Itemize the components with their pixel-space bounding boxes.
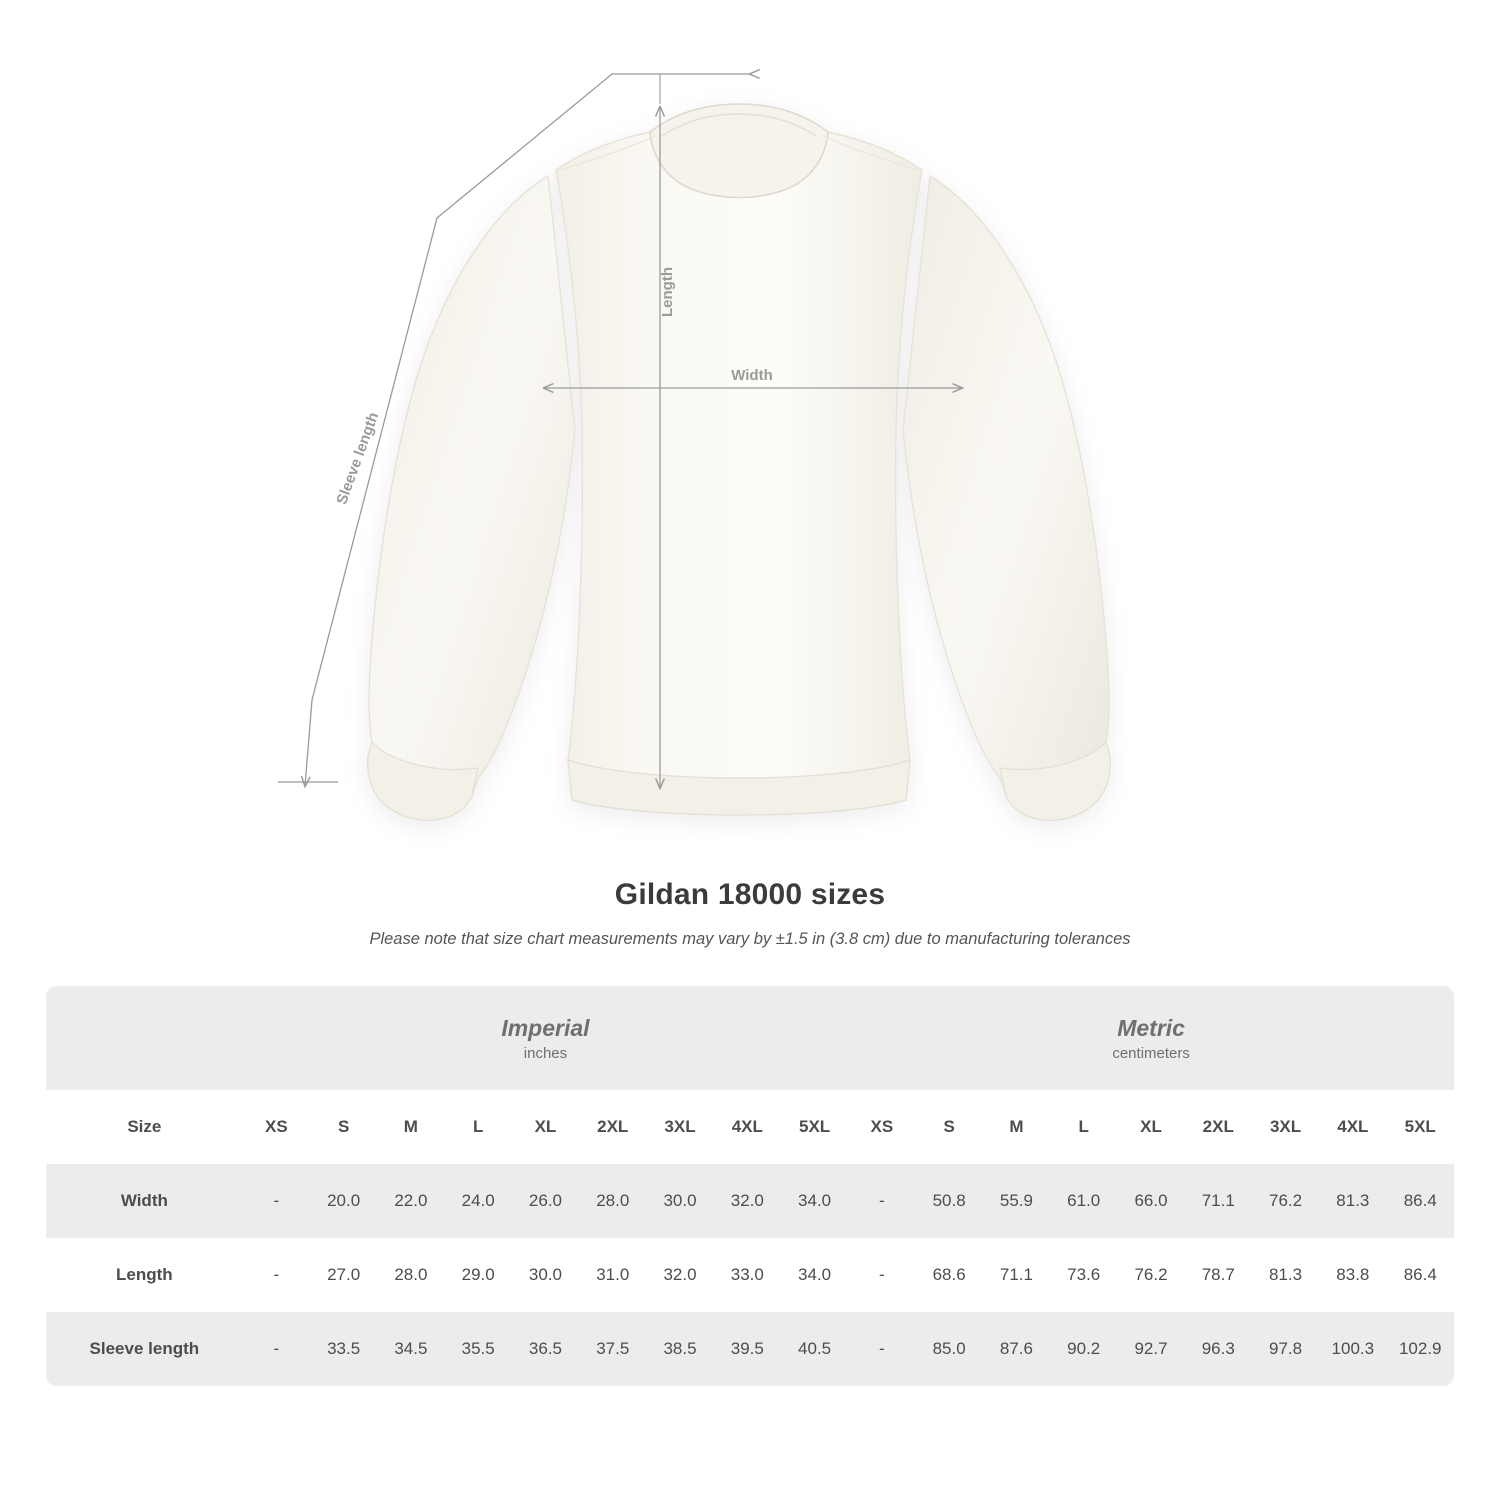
row-label-width: Width <box>46 1164 243 1238</box>
cell-sleeve-imperial-s: 33.5 <box>310 1312 377 1386</box>
size-header-metric-5xl: 5XL <box>1386 1090 1454 1164</box>
cell-length-imperial-3xl: 32.0 <box>646 1238 713 1312</box>
cell-sleeve-metric-xl: 92.7 <box>1117 1312 1184 1386</box>
size-header-metric-2xl: 2XL <box>1185 1090 1252 1164</box>
label-sleeve-length: Sleeve length <box>333 410 383 507</box>
cell-length-imperial-5xl: 34.0 <box>781 1238 848 1312</box>
cell-width-imperial-l: 24.0 <box>445 1164 512 1238</box>
size-header-metric-3xl: 3XL <box>1252 1090 1319 1164</box>
cell-sleeve-metric-5xl: 102.9 <box>1386 1312 1454 1386</box>
unit-header-metric <box>848 986 1454 1090</box>
unit-header-spacer <box>46 986 243 1090</box>
cell-length-imperial-2xl: 31.0 <box>579 1238 646 1312</box>
cell-length-metric-m: 71.1 <box>983 1238 1050 1312</box>
size-header-metric-l: L <box>1050 1090 1117 1164</box>
cell-width-imperial-2xl: 28.0 <box>579 1164 646 1238</box>
label-width: Width <box>731 367 773 384</box>
size-header-imperial-l: L <box>445 1090 512 1164</box>
chart-heading <box>0 878 1500 949</box>
cell-sleeve-metric-xs: - <box>848 1312 915 1386</box>
cell-sleeve-metric-s: 85.0 <box>916 1312 983 1386</box>
size-header-metric-xs: XS <box>848 1090 915 1164</box>
cell-width-metric-5xl: 86.4 <box>1386 1164 1454 1238</box>
cell-length-metric-3xl: 81.3 <box>1252 1238 1319 1312</box>
size-header-imperial-s: S <box>310 1090 377 1164</box>
cell-length-imperial-s: 27.0 <box>310 1238 377 1312</box>
cell-length-metric-l: 73.6 <box>1050 1238 1117 1312</box>
cell-width-imperial-xs: - <box>243 1164 310 1238</box>
size-header-row <box>46 1090 1454 1164</box>
cell-sleeve-imperial-5xl: 40.5 <box>781 1312 848 1386</box>
cell-width-metric-3xl: 76.2 <box>1252 1164 1319 1238</box>
cell-width-metric-m: 55.9 <box>983 1164 1050 1238</box>
unit-name-metric: Metric <box>1117 1014 1185 1041</box>
size-header-imperial-5xl: 5XL <box>781 1090 848 1164</box>
size-header-imperial-xs: XS <box>243 1090 310 1164</box>
unit-header-row <box>46 986 1454 1090</box>
size-chart-table <box>46 986 1454 1386</box>
label-length: Length <box>659 267 676 317</box>
cell-length-imperial-l: 29.0 <box>445 1238 512 1312</box>
table-row <box>46 1238 1454 1312</box>
cell-length-metric-4xl: 83.8 <box>1319 1238 1386 1312</box>
cell-length-imperial-xl: 30.0 <box>512 1238 579 1312</box>
unit-name-imperial: Imperial <box>501 1014 590 1041</box>
cell-length-imperial-m: 28.0 <box>377 1238 444 1312</box>
cell-length-metric-s: 68.6 <box>916 1238 983 1312</box>
size-header-metric-4xl: 4XL <box>1319 1090 1386 1164</box>
table-row <box>46 1312 1454 1386</box>
row-label-sleeve-length: Sleeve length <box>46 1312 243 1386</box>
size-header-metric-m: M <box>983 1090 1050 1164</box>
cell-width-metric-s: 50.8 <box>916 1164 983 1238</box>
table-row <box>46 1164 1454 1238</box>
cell-width-imperial-5xl: 34.0 <box>781 1164 848 1238</box>
cell-width-metric-l: 61.0 <box>1050 1164 1117 1238</box>
cell-length-metric-2xl: 78.7 <box>1185 1238 1252 1312</box>
size-header-label: Size <box>46 1090 243 1164</box>
unit-sub-metric: centimeters <box>1112 1045 1190 1063</box>
size-header-metric-xl: XL <box>1117 1090 1184 1164</box>
cell-sleeve-metric-2xl: 96.3 <box>1185 1312 1252 1386</box>
cell-sleeve-imperial-2xl: 37.5 <box>579 1312 646 1386</box>
unit-sub-imperial: inches <box>523 1045 568 1063</box>
cell-sleeve-imperial-xs: - <box>243 1312 310 1386</box>
row-label-length: Length <box>46 1238 243 1312</box>
unit-header-imperial <box>243 986 849 1090</box>
cell-length-imperial-4xl: 33.0 <box>714 1238 781 1312</box>
cell-sleeve-imperial-l: 35.5 <box>445 1312 512 1386</box>
cell-width-metric-2xl: 71.1 <box>1185 1164 1252 1238</box>
cell-width-metric-xl: 66.0 <box>1117 1164 1184 1238</box>
cell-sleeve-imperial-3xl: 38.5 <box>646 1312 713 1386</box>
size-header-imperial-m: M <box>377 1090 444 1164</box>
cell-length-metric-5xl: 86.4 <box>1386 1238 1454 1312</box>
size-header-imperial-4xl: 4XL <box>714 1090 781 1164</box>
cell-width-imperial-xl: 26.0 <box>512 1164 579 1238</box>
size-header-imperial-3xl: 3XL <box>646 1090 713 1164</box>
page-title: Gildan 18000 sizes <box>614 878 886 911</box>
cell-sleeve-metric-4xl: 100.3 <box>1319 1312 1386 1386</box>
cell-sleeve-imperial-4xl: 39.5 <box>714 1312 781 1386</box>
cell-sleeve-metric-3xl: 97.8 <box>1252 1312 1319 1386</box>
cell-sleeve-imperial-m: 34.5 <box>377 1312 444 1386</box>
tolerance-note: Please note that size chart measurements may vary by ±1.5 in (3.8 cm) due to manufacturing tolerances <box>369 930 1131 948</box>
cell-sleeve-metric-l: 90.2 <box>1050 1312 1117 1386</box>
size-header-metric-s: S <box>916 1090 983 1164</box>
cell-sleeve-metric-m: 87.6 <box>983 1312 1050 1386</box>
sweatshirt-graphic <box>368 104 1110 820</box>
size-header-imperial-xl: XL <box>512 1090 579 1164</box>
cell-length-metric-xl: 76.2 <box>1117 1238 1184 1312</box>
cell-width-imperial-m: 22.0 <box>377 1164 444 1238</box>
cell-width-imperial-4xl: 32.0 <box>714 1164 781 1238</box>
cell-length-metric-xs: - <box>848 1238 915 1312</box>
cell-width-metric-4xl: 81.3 <box>1319 1164 1386 1238</box>
cell-length-imperial-xs: - <box>243 1238 310 1312</box>
size-header-imperial-2xl: 2XL <box>579 1090 646 1164</box>
cell-width-imperial-s: 20.0 <box>310 1164 377 1238</box>
cell-width-imperial-3xl: 30.0 <box>646 1164 713 1238</box>
cell-width-metric-xs: - <box>848 1164 915 1238</box>
cell-sleeve-imperial-xl: 36.5 <box>512 1312 579 1386</box>
